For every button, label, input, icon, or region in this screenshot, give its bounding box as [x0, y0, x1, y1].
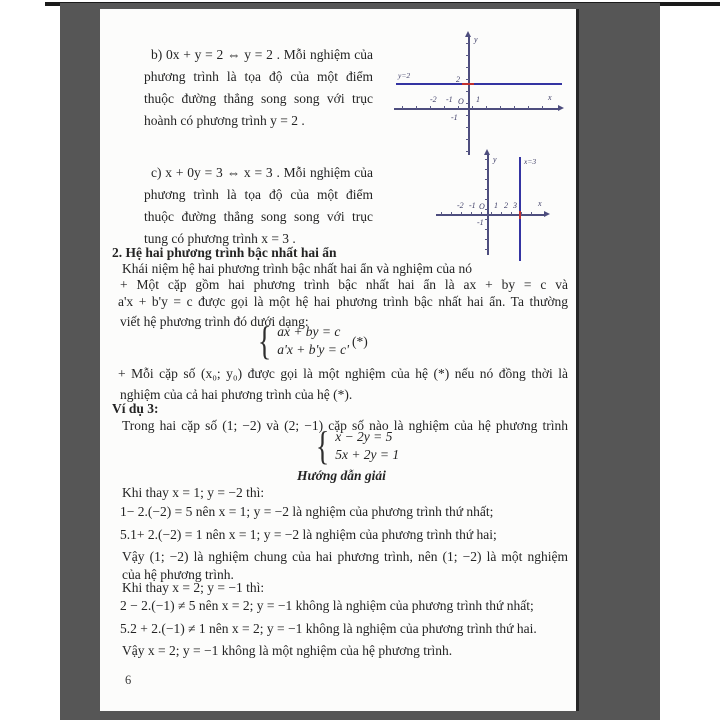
section-2-line: a'x + b'y = c được gọi là một hệ hai phương trình bậc nhất hai ẩn. Ta thường — [118, 294, 568, 309]
solution-line: Vậy (1; −2) là nghiệm chung của hai phương trình, nên (1; −2) là một nghiệm — [122, 549, 568, 564]
example-system-of-equations — [313, 423, 400, 468]
section-2-line: + Mỗi cặp số (x₀; y₀) được gọi là một nghiệm của hệ (*) nếu nó đồng thời là — [118, 366, 568, 381]
x-tick-label: 3 — [513, 201, 517, 210]
x-tick-label: -1 — [469, 201, 476, 210]
photo-backdrop — [60, 3, 660, 720]
line-label: x=3 — [524, 157, 537, 166]
origin-label: O — [458, 97, 464, 106]
line-x-equals-3 — [519, 157, 521, 261]
x-axis-label: x — [548, 93, 552, 102]
equation-1: ax + by = c — [277, 324, 341, 339]
y-axis-arrow-icon — [465, 31, 471, 37]
solution-line: 2 − 2.(−1) ≠ 5 nên x = 2; y = −1 không là nghiệm của phương trình thứ nhất; — [120, 598, 534, 613]
example-3-label: Ví dụ 3: — [112, 401, 159, 416]
x-axis-ticks — [441, 212, 541, 215]
origin-label: O — [479, 202, 485, 211]
paragraph-b: b) 0x + y = 2 ⇔ y = 2 . Mỗi nghiệm của phương trình là tọa độ của một điểm thuộc đường thẳng song song với trục hoành có phương trình y = 2 . — [144, 47, 373, 128]
document-page — [100, 9, 579, 711]
line-highlight — [519, 211, 521, 219]
solution-line: Khi thay x = 2; y = −1 thì: — [122, 580, 265, 595]
y-axis-ticks — [485, 159, 488, 251]
page-number: 6 — [125, 673, 132, 687]
solution-line: 1− 2.(−2) = 5 nên x = 1; y = −2 là nghiệm của phương trình thứ nhất; — [120, 504, 494, 519]
x-tick-label: -2 — [430, 95, 437, 104]
general-system-of-equations — [255, 318, 350, 363]
x-axis-arrow-icon — [544, 211, 550, 217]
paragraph-c: c) x + 0y = 3 ⇔ x = 3 . Mỗi nghiệm của phương trình là tọa độ của một điểm thuộc đường thẳng song song với trục tung có phương trình x = 3 . — [144, 165, 373, 246]
solution-line: 5.2 + 2.(−1) ≠ 1 nên x = 2; y = −1 không là nghiệm của phương trình thứ hai. — [120, 621, 537, 636]
section-2-line: nghiệm của cả hai phương trình của hệ (*). — [120, 387, 353, 402]
solution-line: Khi thay x = 1; y = −2 thì: — [122, 485, 265, 500]
y-axis-ticks — [466, 43, 469, 153]
section-2-line: viết hệ phương trình đó dưới dạng: — [120, 314, 309, 329]
equation-2: 5x + 2y = 1 — [335, 447, 400, 462]
solution-line: Vậy x = 2; y = −1 không là một nghiệm của hệ phương trình. — [122, 643, 453, 658]
equation-1: x − 2y = 5 — [335, 429, 393, 444]
section-2-intro: Khái niệm hệ hai phương trình bậc nhất hai ẩn và nghiệm của nó — [122, 261, 472, 276]
solution-heading: Hướng dẫn giải — [297, 468, 386, 483]
x-axis-ticks — [402, 106, 556, 109]
example-3-prompt: Trong hai cặp số (1; −2) và (2; −1) cặp số nào là nghiệm của hệ phương trình — [122, 418, 568, 433]
system-tag: (*) — [352, 334, 368, 349]
x-tick-label: -2 — [457, 201, 464, 210]
line-highlight — [462, 83, 474, 85]
y-tick-label: -1 — [477, 218, 484, 227]
solution-line: 5.1+ 2.(−2) = 1 nên x = 1; y = −2 là nghiệm của phương trình thứ hai; — [120, 527, 497, 542]
y-axis-label: y — [493, 155, 497, 164]
x-tick-label: 1 — [476, 95, 480, 104]
brace-icon: { — [257, 318, 272, 363]
y-axis-arrow-icon — [484, 149, 490, 155]
graph-x-equals-3 — [433, 149, 558, 269]
y-tick-label: -1 — [451, 113, 458, 122]
line-y-equals-2 — [396, 83, 562, 85]
x-tick-label: 2 — [504, 201, 508, 210]
x-tick-label: 1 — [494, 201, 498, 210]
section-2-line: + Một cặp gồm hai phương trình bậc nhất hai ẩn là ax + by = c và — [120, 277, 568, 292]
equation-2: a'x + b'y = c' — [277, 342, 350, 357]
x-axis-label: x — [538, 199, 542, 208]
line-label: y=2 — [398, 71, 411, 80]
section-2-heading: 2. Hệ hai phương trình bậc nhất hai ẩn — [112, 245, 337, 260]
x-tick-label: -1 — [446, 95, 453, 104]
solution-line: của hệ phương trình. — [122, 567, 234, 582]
y-axis-label: y — [474, 35, 478, 44]
x-axis-arrow-icon — [558, 105, 564, 111]
graph-y-equals-2 — [388, 31, 570, 163]
y-tick-label: 2 — [456, 75, 460, 84]
brace-icon: { — [315, 423, 330, 468]
